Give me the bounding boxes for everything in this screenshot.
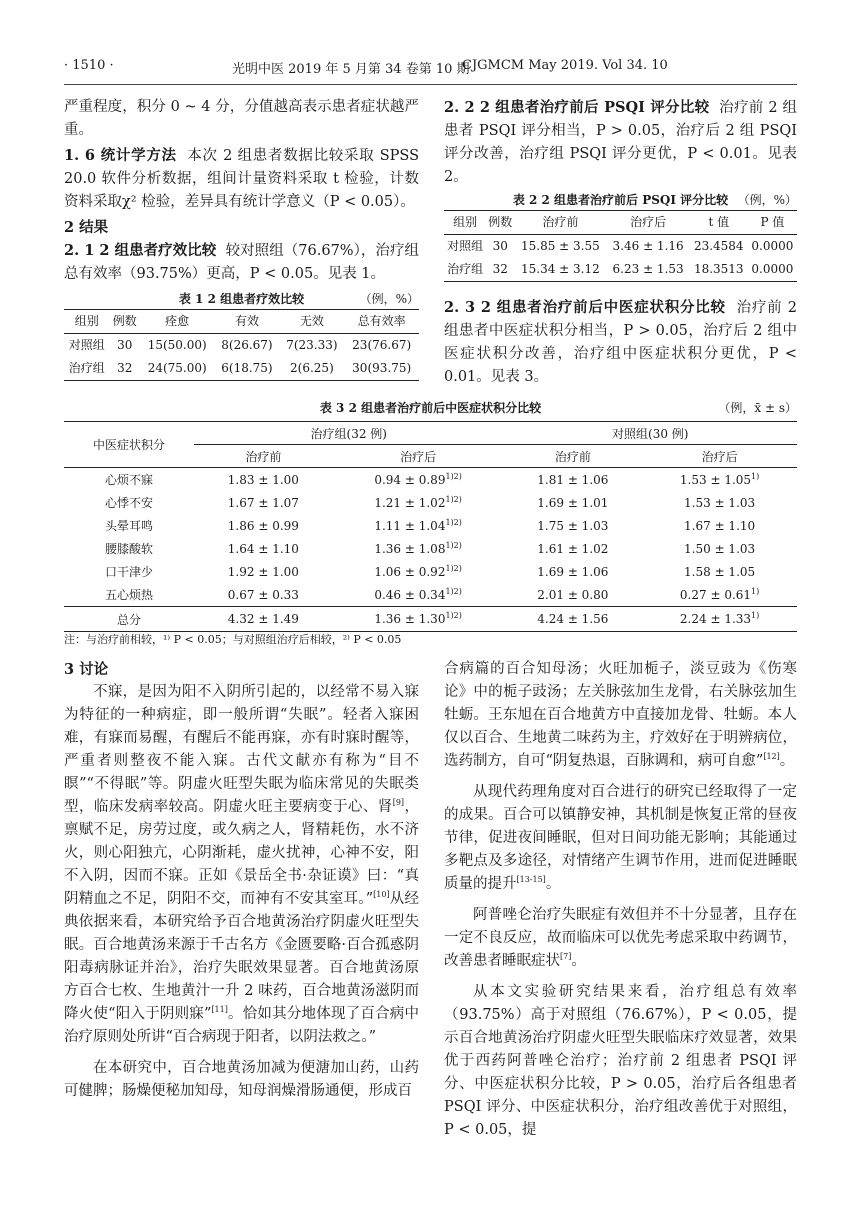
table-1-caption: 表 1 2 组患者疗效比较 [178, 292, 305, 306]
table-3-group-header: 对照组(30 例) [503, 422, 797, 445]
table-3-sub-header: 治疗后 [333, 445, 504, 468]
table-2-cell: 3.46 ± 1.16 [612, 239, 684, 253]
table-3-cell [333, 491, 504, 514]
table-3-cell [642, 583, 797, 607]
journal-issue: 光明中医 2019 年 5 月第 34 卷第 10 期 [232, 62, 470, 77]
table-row [64, 560, 797, 583]
table-2-header: 例数 [486, 211, 514, 235]
table-3-sig: 1) [751, 471, 760, 481]
table-2-cell: 30 [492, 239, 508, 253]
table-3-cell [333, 607, 504, 632]
table-3-value: 0.27 ± 0.61 [679, 587, 752, 602]
table-1-header: 无效 [279, 310, 344, 334]
table-3-cell: 1.64 ± 1.10 [227, 541, 299, 556]
journal-abbr: CJGMCM May 2019. Vol 34. 10 [462, 58, 668, 73]
table-3-note: 注：与治疗前相较，¹⁾ P < 0.05；与对照组治疗后相较，²⁾ P < 0.05 [64, 633, 402, 646]
table-1-cell: 32 [110, 357, 140, 381]
discussion-paragraph-5: 从本文实验研究结果来看，治疗组总有效率（93.75%）高于对照组（76.67%），P < 0.05，提示百合地黄汤治疗阴虚火旺型失眠临床疗效显著，效果优于西药阿普唑仑治疗；治疗前 2 组患者 PSQI 评分、中医症状积分比较，P > 0.05，治疗后各组患者 PSQI 评分、中医症状积分，治疗组改善优于对照组，P < 0.05，提 [444, 984, 797, 1138]
table-1-cell: 6(18.75) [214, 357, 279, 381]
table-3-value: 1.58 ± 1.05 [684, 564, 756, 579]
table-3-cell [642, 468, 797, 492]
table-2-header: t 值 [690, 211, 748, 235]
table-3-caption: 表 3 2 组患者治疗前后中医症状积分比较 [319, 401, 542, 415]
table-3-cell: 1.69 ± 1.06 [537, 564, 609, 579]
discussion-heading: 3 讨论 [64, 661, 109, 678]
table-3-sig: 1) [751, 586, 760, 596]
table-row [64, 514, 797, 537]
table-2-cell: 6.23 ± 1.53 [606, 258, 689, 282]
section-2-3 [444, 296, 797, 389]
table-3-cell: 1.75 ± 1.03 [537, 518, 609, 533]
citation: [11] [211, 1005, 228, 1015]
table-2-header: 治疗后 [606, 211, 689, 235]
table-2-cell: 23.4584 [693, 239, 744, 253]
citation: [7] [560, 952, 572, 962]
table-3-cell [333, 560, 504, 583]
paragraph-continued: 严重程度，积分 0 ~ 4 分，分值越高表示患者症状越严重。 [64, 99, 419, 138]
table-2-grid [444, 210, 797, 282]
table-2-cell: 治疗组 [444, 258, 486, 282]
table-1-cell: 7(23.33) [286, 338, 338, 352]
table-3-value: 0.94 ± 0.89 [374, 472, 446, 487]
table-3-cell: 1.83 ± 1.00 [227, 472, 299, 487]
table-3-grid [64, 421, 797, 632]
table-3-sig: 1)2) [445, 540, 462, 550]
text-run: 阿普唑仑治疗失眠症有效但并不十分显著，且存在一定不良反应，故而临床可以优先考虑采取中药调节，改善患者睡眠症状 [444, 907, 797, 969]
table-3-cell [642, 537, 797, 560]
table-1-caption-row [64, 289, 419, 309]
table-3-symptom: 总分 [64, 607, 194, 632]
table-2-cell: 对照组 [447, 239, 484, 253]
table-3-cell [642, 491, 797, 514]
table-3-value: 1.50 ± 1.03 [684, 541, 756, 556]
table-2-caption-row [444, 190, 797, 210]
text-run: 。 [779, 753, 795, 769]
table-2-cell: 15.34 ± 3.12 [514, 258, 606, 282]
table-3-value: 1.36 ± 1.08 [374, 541, 446, 556]
table-1-header: 有效 [214, 310, 279, 334]
table-3-value: 1.53 ± 1.05 [679, 472, 752, 487]
table-3-sig: 1)2) [445, 611, 462, 620]
table-1-cell: 对照组 [68, 338, 105, 352]
table-3-symptom: 头晕耳鸣 [104, 519, 153, 533]
text-run: 从经典依据来看，本研究给予百合地黄汤治疗阴虚火旺型失眠。百合地黄汤来源于千古名方《金匮要略·百合孤惑阴阳毒病脉证并治》，治疗失眠效果显著。百合地黄汤原方百合七枚、生地黄汁一升 2 味药，百合地黄汤滋阴而降火使“阳入于阴则寐” [64, 891, 419, 1022]
table-1-unit: （例，%） [359, 292, 419, 306]
table-row [64, 583, 797, 607]
text-run: 。 [571, 953, 586, 969]
table-3-symptom: 心烦不寐 [104, 473, 153, 487]
table-3-cell: 2.01 ± 0.80 [537, 587, 609, 602]
table-3-symptom: 口干津少 [104, 565, 153, 579]
table-3-cell: 4.24 ± 1.56 [503, 607, 642, 632]
text-run: 从现代药理角度对百合进行的研究已经取得了一定的成果。百合可以镇静安神，其机制是恢复正常的昼夜节律，促进夜间睡眠，但对日间功能无影响；其能通过多靶点及多途径，对情绪产生调节作用，进而促进睡眠质量的提升 [444, 784, 797, 892]
table-3-value: 1.67 ± 1.10 [684, 518, 756, 533]
table-row [64, 357, 419, 381]
table-2 [444, 190, 797, 282]
text-run: ，禀赋不足，房劳过度，或久病之人，肾精耗伤，水不济火，则心阳独亢，心阴渐耗，虚火扰神，心神不安，阳不入阴，因而不寐。正如《景岳全书·杂证谟》曰：“真阴精血之不足，阴阳不交，而神有不安其室耳。” [64, 799, 420, 907]
section-2-1 [64, 239, 419, 286]
table-3-sig: 1) [751, 611, 760, 620]
table-row [444, 258, 797, 282]
table-1-cell: 15(50.00) [147, 338, 207, 352]
text-run: 。恰如其分地体现了百合病中治疗原则处所讲“百合病现于阳者，以阴法救之。” [64, 1006, 419, 1045]
right-column-top [444, 96, 797, 389]
section-2-3-text: 治疗前 2 组患者中医症状积分相当，P > 0.05，治疗后 2 组中医症状积分改善，治疗组中医症状积分更优，P < 0.01。见表 3。 [444, 300, 797, 385]
table-1-cell: 30 [117, 338, 133, 352]
table-2-cell: 0.0000 [748, 258, 797, 282]
table-2-cell: 18.3513 [690, 258, 748, 282]
section-1-6-heading: 1. 6 统计学方法 [64, 147, 177, 164]
table-1-header: 总有效率 [344, 310, 419, 334]
table-3-unit: （例，x̄ ± s） [718, 401, 797, 415]
table-3-sig: 1)2) [445, 471, 462, 481]
citation: [10] [373, 890, 390, 900]
citation: [12] [763, 752, 780, 762]
table-3-symptom: 心悸不安 [104, 496, 153, 510]
table-1-cell: 30(93.75) [344, 357, 419, 381]
table-3 [64, 398, 797, 632]
section-1-6-text: 本次 2 组患者数据比较采取 SPSS 20.0 软件分析数据，组间计量资料采取 t 检验，计数资料采取χ² 检验，差异具有统计学意义（P < 0.05）。 [64, 148, 420, 210]
table-3-sub-header: 治疗后 [642, 445, 797, 468]
table-3-sub-header: 治疗前 [503, 445, 642, 468]
discussion-left [64, 658, 419, 1103]
table-3-value: 1.21 ± 1.02 [374, 495, 446, 510]
table-3-cell: 1.61 ± 1.02 [537, 541, 609, 556]
table-3-value: 1.36 ± 1.30 [374, 612, 446, 626]
discussion-paragraph-4 [444, 904, 797, 973]
section-1-6 [64, 144, 419, 214]
table-2-cell: 0.0000 [751, 239, 794, 253]
table-3-symptom: 五心烦热 [104, 588, 153, 602]
table-3-cell [642, 607, 797, 632]
table-3-cell: 1.92 ± 1.00 [227, 564, 299, 579]
table-3-cell [642, 560, 797, 583]
page-number: · 1510 · [64, 58, 114, 73]
table-2-header: 治疗前 [514, 211, 606, 235]
table-3-cell [333, 468, 504, 492]
table-3-sig: 1)2) [445, 586, 462, 596]
table-1-cell: 24(75.00) [140, 357, 215, 381]
table-1-cell: 2(6.25) [279, 357, 344, 381]
table-3-caption-row [64, 398, 797, 418]
table-1-grid [64, 309, 419, 381]
table-1-header: 例数 [110, 310, 140, 334]
table-2-header: 组别 [444, 211, 486, 235]
table-3-cell: 4.32 ± 1.49 [194, 607, 333, 632]
table-row [64, 491, 797, 514]
section-2-1-heading: 2. 1 2 组患者疗效比较 [64, 242, 217, 259]
header-rule [64, 84, 797, 85]
section-2-2-text: 治疗前 2 组患者 PSQI 评分相当，P > 0.05，治疗后 2 组 PSQI 评分改善，治疗组 PSQI 评分更优，P < 0.01。见表 2。 [444, 100, 798, 185]
table-3-sig: 1)2) [445, 563, 462, 573]
table-2-caption: 表 2 2 组患者治疗前后 PSQI 评分比较 [512, 193, 729, 207]
table-1-cell: 治疗组 [64, 357, 110, 381]
table-row [64, 334, 419, 358]
table-3-cell: 1.67 ± 1.07 [227, 495, 299, 510]
table-2-cell: 15.85 ± 3.55 [520, 239, 600, 253]
table-1 [64, 289, 419, 381]
section-2-heading: 2 结果 [64, 219, 109, 236]
table-3-value: 1.53 ± 1.03 [684, 495, 756, 510]
citation: [9] [392, 798, 405, 808]
table-3-value: 1.06 ± 0.92 [374, 564, 446, 579]
discussion-paragraph-2-cont [444, 658, 797, 773]
table-1-cell: 8(26.67) [221, 338, 273, 352]
table-3-cell: 1.86 ± 0.99 [227, 518, 299, 533]
table-3-group-header: 治疗组(32 例) [194, 422, 503, 445]
left-column-top [64, 96, 419, 381]
section-2-2-heading: 2. 2 2 组患者治疗前后 PSQI 评分比较 [444, 99, 710, 116]
discussion-paragraph-2: 在本研究中，百合地黄汤加减为便溏加山药，山药可健脾；肠燥便秘加知母，知母润燥滑肠通便，形成百 [64, 1060, 419, 1099]
section-2-1-text: 较对照组（76.67%），治疗组总有效率（93.75%）更高，P < 0.05。见表 1。 [64, 243, 419, 282]
text-run: 不寐，是因为阳不入阴所引起的，以经常不易入寐为特征的一种病症，即一般所谓“失眠”。轻者入寐困难，有寐而易醒，有醒后不能再寐，亦有时寐时醒等，严重者则整夜不能入寐。古代文献亦有称为“目不瞑”“不得眠”等。阴虚火旺型失眠为临床常见的失眠类型，临床发病率较高。阴虚火旺主要病变于心、肾 [64, 684, 419, 815]
table-2-header: P 值 [748, 211, 797, 235]
table-3-sig: 1)2) [445, 494, 462, 504]
section-2-3-heading: 2. 3 2 组患者治疗前后中医症状积分比较 [444, 299, 726, 316]
table-row [64, 468, 797, 492]
table-3-row-header: 中医症状积分 [64, 422, 194, 468]
table-3-sig: 1)2) [445, 517, 462, 527]
table-3-cell [333, 514, 504, 537]
discussion-right [444, 658, 797, 1142]
discussion-paragraph-3 [444, 781, 797, 896]
table-2-unit: （例，%） [737, 193, 797, 207]
table-1-cell: 23(76.67) [352, 338, 412, 352]
table-row-total [64, 607, 797, 632]
table-1-header: 组别 [64, 310, 110, 334]
table-3-value: 0.46 ± 0.34 [374, 587, 446, 602]
citation: [13-15] [516, 875, 546, 885]
table-3-cell: 1.69 ± 1.01 [537, 495, 609, 510]
text-run: 。 [545, 876, 561, 892]
table-row [64, 537, 797, 560]
table-row [444, 235, 797, 259]
table-2-cell: 32 [486, 258, 514, 282]
table-3-cell: 0.67 ± 0.33 [227, 587, 299, 602]
table-3-cell [333, 537, 504, 560]
table-3-symptom: 腰膝酸软 [104, 542, 153, 556]
text-run: 合病篇的百合知母汤；火旺加栀子，淡豆豉为《伤寒论》中的栀子豉汤；左关脉弦加生龙骨，右关脉弦加生牡蛎。王东旭在百合地黄方中直接加龙骨、牡蛎。本人仅以百合、生地黄二味药为主，疗效好在于明辨病位，选药制方，自可“阴复热退，百脉调和，病可自愈” [444, 661, 797, 769]
discussion-paragraph-1 [64, 681, 419, 1049]
table-3-cell [642, 514, 797, 537]
table-3-cell: 1.81 ± 1.06 [537, 472, 609, 487]
section-2-2 [444, 96, 797, 189]
table-3-sub-header: 治疗前 [194, 445, 333, 468]
table-3-value: 1.11 ± 1.04 [374, 518, 446, 533]
table-3-cell [333, 583, 504, 607]
table-3-value: 2.24 ± 1.33 [679, 612, 752, 626]
table-1-header: 痊愈 [140, 310, 215, 334]
